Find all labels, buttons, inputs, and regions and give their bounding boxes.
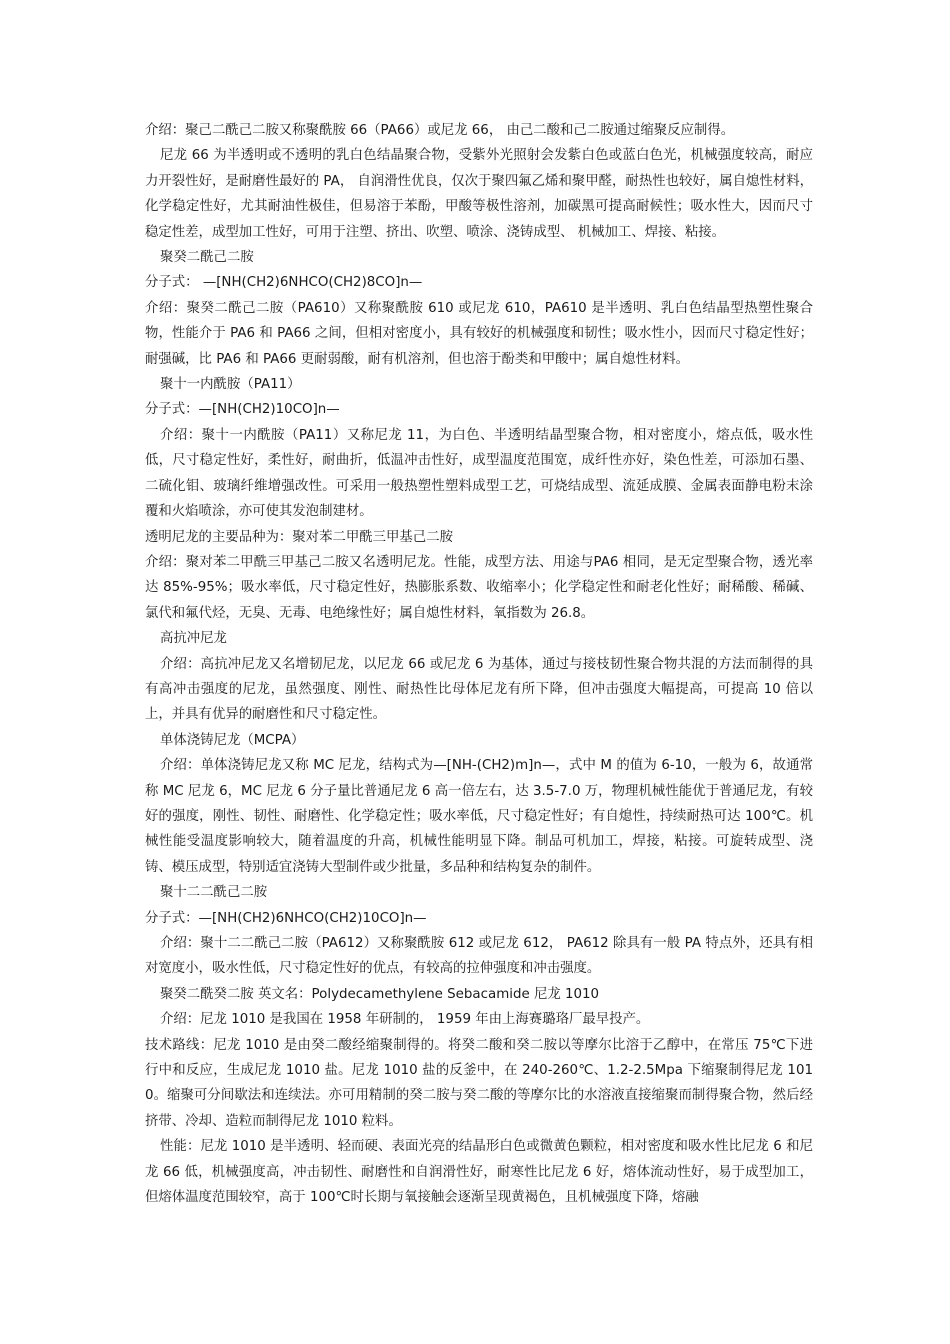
heading-pa612: 聚十二二酰己二胺 xyxy=(160,885,268,901)
heading-mcpa: 单体浇铸尼龙（MCPA） xyxy=(160,732,305,748)
paragraph-pa1010-intro: 介绍：尼龙 1010 是我国在 1958 年研制的， 1959 年由上海赛璐珞厂最早投产。 xyxy=(160,1012,650,1028)
paragraph-pa66-properties: 尼龙 66 为半透明或不透明的乳白色结晶聚合物，受紫外光照射会发紫白色或蓝白色光，机械强度较高，耐应力开裂性好，是耐磨性最好的 PA， 自润滑性优良，仅次于聚四氟乙烯和聚甲醛，耐热性也较好，属自熄性材料，化学稳定性好，尤其耐油性极佳，但易溶于苯酚，甲酸等极性溶剂，加碳黑可提高耐候性；吸水性大，因而尺寸稳定性差，成型加工性好，可用于注塑、挤出、吹塑、喷涂、浇铸成型、 机械加工、焊接、粘接。 xyxy=(145,148,813,240)
paragraph-high-impact-nylon-intro: 介绍：高抗冲尼龙又名增韧尼龙，以尼龙 66 或尼龙 6 为基体，通过与接枝韧性聚合物共混的方法而制得的具有高冲击强度的尼龙，虽然强度、刚性、耐热性比母体尼龙有所下降，但冲击强度大幅提高，可提高 10 倍以上，并具有优异的耐磨性和尺寸稳定性。 xyxy=(145,656,813,723)
paragraph-pa610-intro: 介绍：聚癸二酰己二胺（PA610）又称聚酰胺 610 或尼龙 610，PA610 是半透明、乳白色结晶型热塑性聚合物，性能介于 PA6 和 PA66 之间，但相对密度小，具有较好的机械强度和韧性；吸水性小，因而尺寸稳定性好；耐强碱，比 PA6 和 PA66 更耐弱酸，耐有机溶剂，但也溶于酚类和甲酸中；属自熄性材料。 xyxy=(145,300,813,367)
heading-pa610: 聚癸二酰己二胺 xyxy=(160,250,254,266)
paragraph-pa66-intro: 介绍：聚己二酰己二胺又称聚酰胺 66（PA66）或尼龙 66， 由己二酸和己二胺通过缩聚反应制得。 xyxy=(145,123,735,138)
paragraph-pa11-intro: 介绍：聚十一内酰胺（PA11）又称尼龙 11，为白色、半透明结晶型聚合物，相对密度小，熔点低，吸水性低，尺寸稳定性好，柔性好，耐曲折，低温冲击性好，成型温度范围宽，成纤性亦好，染色性差，可添加石墨、二硫化钼、玻璃纤维增强改性。可采用一般热塑性塑料成型工艺，可烧结成型、流延成膜、金属表面静电粉末涂覆和火焰喷涂，亦可使其发泡制建材。 xyxy=(145,427,813,520)
paragraph-pa1010-properties: 性能：尼龙 1010 是半透明、轻而硬、表面光亮的结晶形白色或微黄色颗粒，相对密度和吸水性比尼龙 6 和尼龙 66 低，机械强度高，冲击韧性、耐磨性和自润滑性好，耐寒性比尼龙 6 好，熔体流动性好，易于成型加工，但熔体温度范围较窄，高于 100℃时长期与氧接触会逐渐呈现黄褐色，且机械强度下降，熔融 xyxy=(145,1139,813,1206)
paragraph-transparent-nylon-intro: 介绍：聚对苯二甲酰三甲基己二胺又名透明尼龙。性能，成型方法、用途与PA6 相同，是无定型聚合物，透光率达 85%-95%；吸水率低，尺寸稳定性好，热膨胀系数、收缩率小；化学稳定性和耐老化性好；耐稀酸、稀碱、氯代和氟代烃，无臭、无毒、电绝缘性好；属自熄性材料，氧指数为 26.8。 xyxy=(145,554,813,621)
heading-pa11: 聚十一内酰胺（PA11） xyxy=(160,377,301,393)
document-body xyxy=(145,118,813,1210)
paragraph-pa612-intro: 介绍：聚十二二酰己二胺（PA612）又称聚酰胺 612 或尼龙 612， PA612 除具有一般 PA 特点外，还具有相对宽度小，吸水性低，尺寸稳定性好的优点，有较高的拉伸强度和冲击强度。 xyxy=(145,936,813,977)
formula-pa11: 分子式：—[NH(CH2)10CO]n— xyxy=(145,402,340,418)
formula-pa612: 分子式：—[NH(CH2)6NHCO(CH2)10CO]n— xyxy=(145,910,427,926)
heading-high-impact-nylon: 高抗冲尼龙 xyxy=(160,631,227,647)
paragraph-mcpa-intro: 介绍：单体浇铸尼龙又称 MC 尼龙，结构式为—[NH-(CH2)m]n—，式中 M 的值为 6-10，一般为 6，故通常称 MC 尼龙 6，MC 尼龙 6 分子量比普通尼龙 6 高一倍左右，达 3.5-7.0 万，物理机械性能优于普通尼龙，有较好的强度，刚性、韧性、耐磨性、化学稳定性；吸水率低，尺寸稳定性好；有自熄性，持续耐热可达 100℃。机械性能受温度影响较大，随着温度的升高，机械性能明显下降。制品可机加工，焊接，粘接。可旋转成型、浇铸、模压成型，特别适宜浇铸大型制件或少批量，多品种和结构复杂的制件。 xyxy=(145,758,813,875)
heading-pa1010: 聚癸二酰癸二胺 英文名：Polydecamethylene Sebacamide 尼龙 1010 xyxy=(160,986,600,1002)
heading-transparent-nylon: 透明尼龙的主要品种为：聚对苯二甲酰三甲基己二胺 xyxy=(145,529,453,545)
paragraph-pa1010-process: 技术路线：尼龙 1010 是由癸二酸经缩聚制得的。将癸二酸和癸二胺以等摩尔比溶于乙醇中，在常压 75℃下进行中和反应，生成尼龙 1010 盐。尼龙 1010 盐的反釜中，在 240-260℃、1.2-2.5Mpa 下缩聚制得尼龙 1010。缩聚可分间歇法和连续法。亦可用精制的癸二胺与癸二酸的等摩尔比的水溶液直接缩聚而制得聚合物，然后经挤带、冷却、造粒而制得尼龙 1010 粒料。 xyxy=(145,1037,813,1129)
formula-pa610: 分子式： —[NH(CH2)6NHCO(CH2)8CO]n— xyxy=(145,275,423,291)
